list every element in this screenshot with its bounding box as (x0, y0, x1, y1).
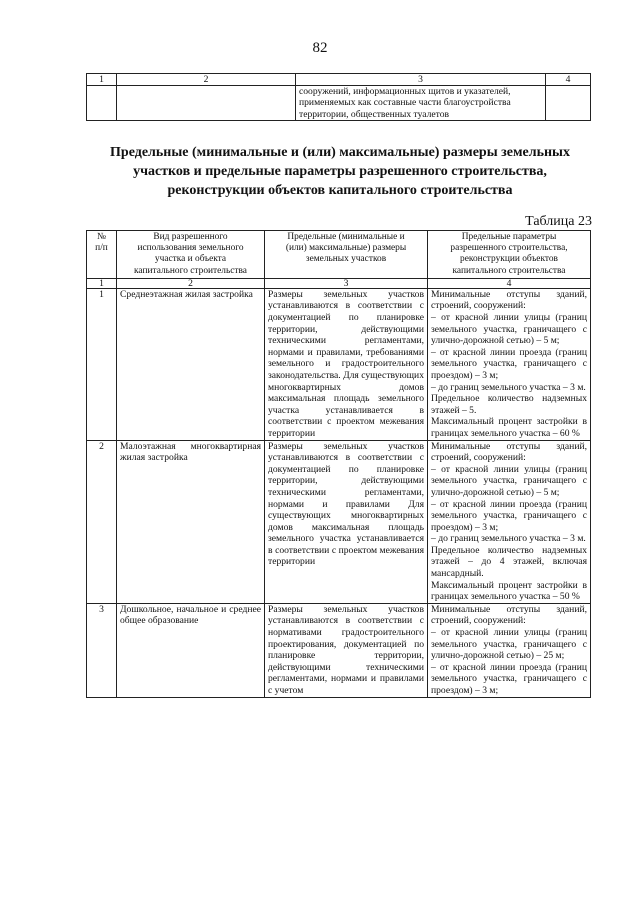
table-cell (87, 86, 117, 121)
param-line: – от красной линии проезда (границ земельного участка, граничащего с проездом) – 3 м; (431, 498, 587, 533)
param-line: Предельное количество надземных этажей – до 4 этажей, включая мансардный. (431, 544, 587, 580)
param-line: – от красной линии проезда (границ земельного участка, граничащего с проездом) – 3 м; (431, 661, 587, 696)
header-cell-number (87, 231, 117, 279)
header-line: Предельные параметры (461, 232, 557, 242)
continued-table-row (87, 86, 591, 121)
param-line: Минимальные отступы зданий, строений, сооружений: (431, 603, 587, 627)
continued-table (86, 73, 591, 121)
param-line: Максимальный процент застройки в границах земельного участка – 50 % (431, 579, 587, 603)
column-number-cell: 4 (428, 278, 591, 288)
param-line: Минимальные отступы зданий, строений, сооружений: (431, 440, 587, 464)
table-header-row (87, 231, 591, 279)
header-line: капитального строительства (134, 265, 247, 276)
row-number: 1 (87, 288, 117, 440)
table-cell (117, 86, 296, 121)
param-line: – до границ земельного участка – 3 м. (431, 381, 586, 393)
header-line: (или) максимальные) размеры (285, 243, 407, 254)
cell-line: сооружений, информационных щитов и указателей, (299, 86, 511, 97)
row-number: 2 (87, 440, 117, 603)
parameters-table (86, 230, 591, 698)
plot-size-text: Размеры земельных участков устанавливаются в соответствии с документацией по планировке территории, действующими техническими регламентами, нормами и правилами, требованиями земельного и градостроительного законодательства. Для существующих многоквартирных домов максимальная площадь земельного участка устанавливается в соответствии с проектом межевания территории (265, 288, 428, 440)
section-heading (70, 143, 610, 200)
land-use-type: Дошкольное, начальное и среднее общее образование (117, 603, 265, 697)
column-number-cell: 2 (117, 278, 265, 288)
column-number-cell: 1 (87, 278, 117, 288)
heading-line: участков и предельные параметры разрешенного строительства, (133, 164, 547, 179)
header-line: земельных участков (305, 254, 387, 265)
header-line: № (97, 232, 106, 242)
table-label: Таблица 23 (525, 214, 592, 229)
column-number-cell: 3 (296, 74, 546, 86)
cell-line: территории, общественных туалетов (299, 108, 450, 120)
land-use-type: Среднеэтажная жилая застройка (117, 288, 265, 440)
construction-params (428, 603, 591, 697)
param-line: Предельное количество надземных этажей – 5. (431, 393, 587, 416)
plot-size-text: Размеры земельных участков устанавливаются в соответствии с нормативами градостроительного проектирования, документацией по планировке территории, действующими техническими регламентами, нормами и правилами с учетом (265, 603, 428, 697)
row-number: 3 (87, 603, 117, 697)
param-line: – от красной линии улицы (границ земельного участка, граничащего с улично-дорожной сетью) – 5 м; (431, 312, 587, 347)
param-line: Максимальный процент застройки в границах земельного участка – 60 % (431, 416, 587, 439)
construction-params (428, 440, 591, 603)
param-line: Минимальные отступы зданий, строений, сооружений: (431, 288, 587, 312)
header-cell-use-type (117, 231, 265, 279)
param-line: – от красной линии улицы (границ земельного участка, граничащего с улично-дорожной сетью) – 25 м; (431, 627, 587, 662)
header-line: разрешенного строительства, (450, 243, 568, 254)
continued-table-header-row (87, 74, 591, 86)
table-cell (296, 86, 546, 121)
header-line: участка и объекта (154, 254, 227, 265)
header-line: капитального строительства (452, 265, 566, 276)
plot-size-text: Размеры земельных участков устанавливаются в соответствии с документацией по планировке территории, действующими техническими регламентами, нормами и правилами Для существующих многоквартирных домов максимальная площадь земельного участка устанавливается в соответствии с проектом межевания территории (265, 440, 428, 603)
param-line: – от красной линии улицы (границ земельного участка, граничащего с улично-дорожной сетью) – 5 м; (431, 463, 587, 498)
header-cell-plot-sizes (265, 231, 428, 279)
header-line: Предельные (минимальные и (287, 232, 405, 242)
land-use-type: Малоэтажная многоквартирная жилая застройка (117, 440, 265, 603)
heading-line: реконструкции объектов капитального строительства (167, 183, 513, 198)
header-line: реконструкции объектов (460, 254, 558, 265)
cell-line: применяемых как составные части благоустройства (299, 97, 511, 109)
param-line: – от красной линии проезда (границ земельного участка, граничащего с проездом) – 3 м; (431, 346, 587, 381)
header-cell-construction-params (428, 231, 591, 279)
column-number-cell: 1 (87, 74, 117, 86)
header-line: использования земельного (137, 243, 244, 254)
column-numbers-row (87, 278, 591, 288)
header-line: п/п (95, 243, 108, 254)
heading-line: Предельные (минимальные и (или) максимальные) размеры земельных (110, 145, 570, 160)
page-number: 82 (312, 40, 328, 56)
table-row (87, 603, 591, 697)
header-line: Вид разрешенного (153, 232, 228, 242)
column-number-cell: 4 (546, 74, 591, 86)
construction-params (428, 288, 591, 440)
column-number-cell: 2 (117, 74, 296, 86)
table-row (87, 440, 591, 603)
param-line: – до границ земельного участка – 3 м. (431, 533, 586, 545)
table-cell (546, 86, 591, 121)
table-row (87, 288, 591, 440)
column-number-cell: 3 (265, 278, 428, 288)
